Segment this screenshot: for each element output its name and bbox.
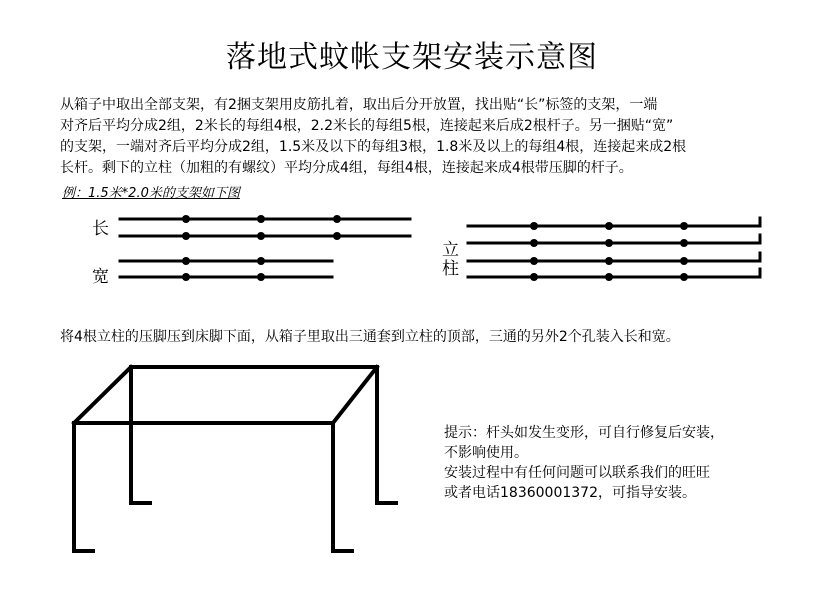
intro-line-3: 的支架，一端对齐后平均分成2组，1.5米及以下的每组3根，1.8米及以上的每组4根，连接起来成2根 xyxy=(60,139,687,155)
joint-dot xyxy=(680,222,688,230)
joint-dot xyxy=(605,239,613,247)
intro-line-4: 长杆。剩下的立柱（加粗的有螺纹）平均分成4组，每组4根，连接起来成4根带压脚的杆子。 xyxy=(60,160,633,176)
joint-dot xyxy=(257,257,265,265)
joint-dot xyxy=(530,273,538,281)
pillar-rod-4 xyxy=(468,269,760,277)
joint-dot xyxy=(257,232,265,240)
tips-line-4: 或者电话18360001372，可指导安装。 xyxy=(444,485,696,501)
joint-dot xyxy=(182,273,190,281)
step2-text: 将4根立柱的压脚压到床脚下面，从箱子里取出三通套到立柱的顶部，三通的另外2个孔装入长和宽。 xyxy=(60,329,680,345)
joint-dot xyxy=(333,232,341,240)
intro-line-1: 从箱子中取出全部支架，有2捆支架用皮筋扎着，取出后分开放置，找出贴“长”标签的支架，一端 xyxy=(60,97,658,113)
joint-dot xyxy=(530,222,538,230)
joint-dot xyxy=(680,273,688,281)
joint-dot xyxy=(680,239,688,247)
joint-dot xyxy=(182,257,190,265)
pillar-rod-2 xyxy=(468,235,760,243)
joint-dot xyxy=(182,215,190,223)
label-pillar-1: 立 xyxy=(442,240,459,260)
joint-dot xyxy=(605,257,613,265)
label-long: 长 xyxy=(92,219,109,239)
pillar-rod-1 xyxy=(468,218,760,226)
page-title: 落地式蚊帐支架安装示意图 xyxy=(226,40,598,75)
example-caption: 例：1.5米*2.0米的支架如下图 xyxy=(62,186,240,201)
joint-dot xyxy=(333,215,341,223)
joint-dot xyxy=(257,215,265,223)
tips-line-1: 提示：杆头如发生变形，可自行修复后安装， xyxy=(444,425,724,441)
tips-line-3: 安装过程中有任何问题可以联系我们的旺旺 xyxy=(444,465,710,481)
tips-line-2: 不影响使用。 xyxy=(444,445,528,461)
joint-dot xyxy=(605,222,613,230)
joint-dot xyxy=(605,273,613,281)
joint-dot xyxy=(257,273,265,281)
intro-line-2: 对齐后平均分成2组，2米长的每组4根，2.2米长的每组5根，连接起来后成2根杆子。另一捆贴“宽” xyxy=(60,118,674,134)
joint-dot xyxy=(530,239,538,247)
joint-dot xyxy=(680,257,688,265)
assembled-frame xyxy=(74,367,396,551)
pillar-rod-3 xyxy=(468,253,760,261)
label-pillar-2: 柱 xyxy=(442,259,459,279)
joint-dot xyxy=(530,257,538,265)
joint-dot xyxy=(182,232,190,240)
label-wide: 宽 xyxy=(92,267,109,287)
tips-block xyxy=(444,423,784,503)
